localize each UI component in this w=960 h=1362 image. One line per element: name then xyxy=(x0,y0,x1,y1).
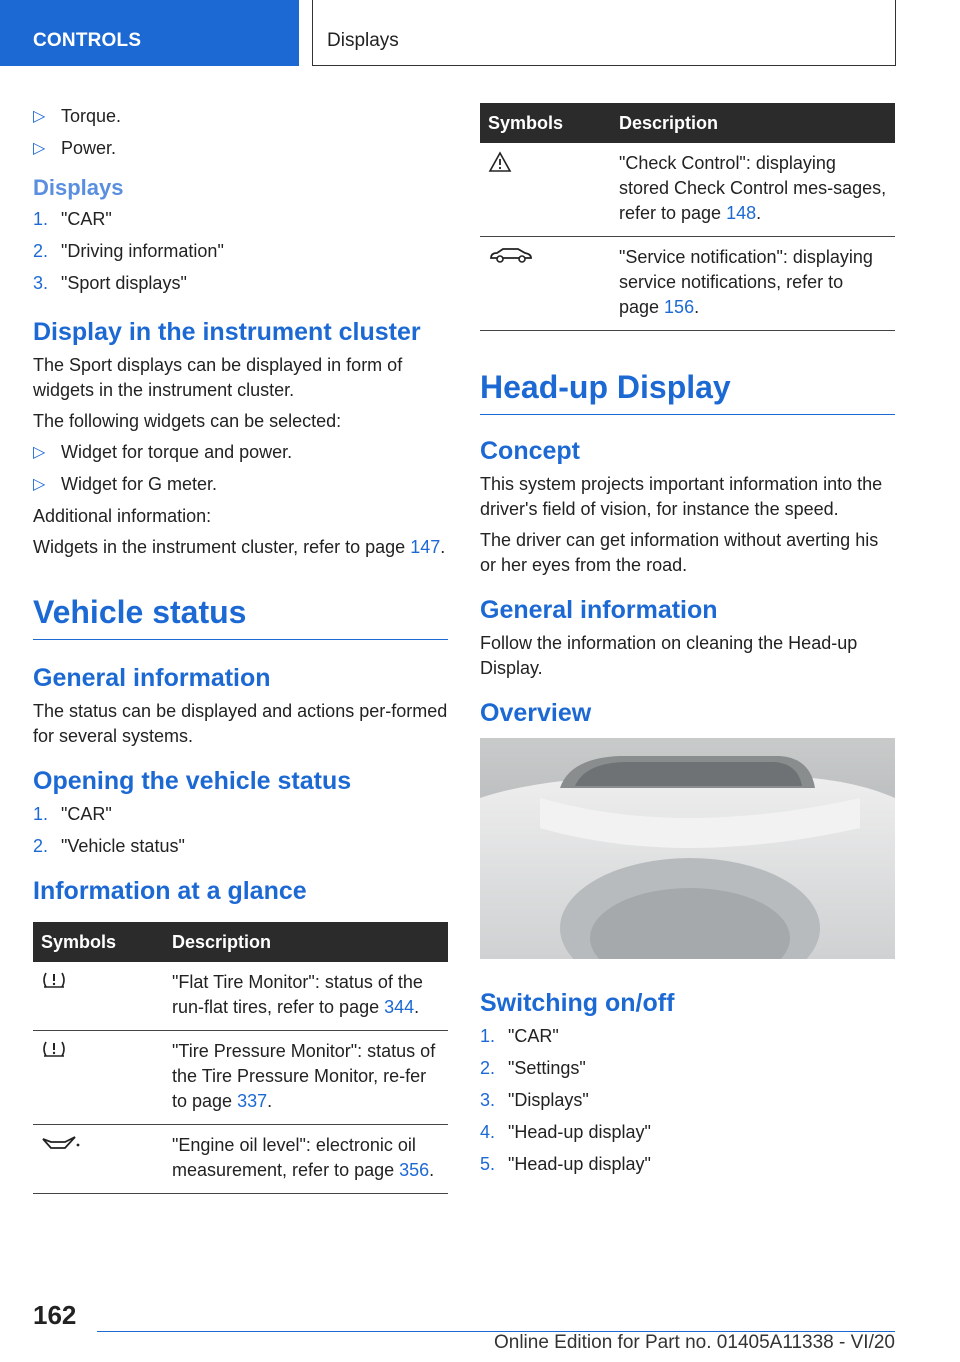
step-item: 2. "Vehicle status" xyxy=(33,836,185,856)
edition-text: Online Edition for Part no. 01405A11338 - VI/20 xyxy=(493,1332,895,1353)
overview-heading: Overview xyxy=(480,699,592,727)
engine-oil-icon xyxy=(41,1137,81,1157)
general-info-heading: General information xyxy=(33,664,271,692)
general-info-heading: General information xyxy=(480,596,718,624)
paragraph: Follow the information on cleaning the Head-up Display. xyxy=(480,633,858,678)
step-item: 4. "Head-up display" xyxy=(480,1122,651,1142)
page-link[interactable]: 344 xyxy=(384,997,415,1017)
displays-heading: Displays xyxy=(33,175,124,200)
step-item: 2. "Settings" xyxy=(480,1058,586,1078)
paragraph: Widgets in the instrument cluster, refer to page 147. xyxy=(33,537,446,557)
page-link[interactable]: 356 xyxy=(399,1160,430,1180)
switching-heading: Switching on/off xyxy=(480,989,675,1017)
step-item: 1. "CAR" xyxy=(33,209,112,229)
hud-photo xyxy=(480,738,895,959)
vehicle-status-heading: Vehicle status xyxy=(33,594,448,640)
page-link[interactable]: 148 xyxy=(726,203,757,223)
step-item: 3. "Sport displays" xyxy=(33,273,187,293)
page-link[interactable]: 156 xyxy=(664,297,695,317)
table-row: "Flat Tire Monitor": status of the run-flat tires, refer to page 344. xyxy=(33,962,448,1031)
table-row: "Engine oil level": electronic oil measurement, refer to page 356. xyxy=(33,1125,448,1194)
page-number: 162 xyxy=(33,1300,77,1330)
warning-triangle-icon xyxy=(488,157,512,177)
step-item: 3. "Displays" xyxy=(480,1090,589,1110)
step-item: 1. "CAR" xyxy=(33,804,112,824)
tire-pressure-warning-icon xyxy=(41,1043,67,1063)
glance-heading: Information at a glance xyxy=(33,877,307,905)
table-header-description: Description xyxy=(611,103,895,143)
paragraph: The Sport displays can be displayed in form of widgets in the instrument cluster. xyxy=(33,355,403,400)
opening-heading: Opening the vehicle status xyxy=(33,767,352,795)
subsection-title: Displays xyxy=(312,0,896,66)
page-header xyxy=(0,0,960,66)
triangle-bullet-icon: ▷ xyxy=(33,476,46,493)
table-row: "Check Control": displaying stored Check Control mes-sages, refer to page 148. xyxy=(480,143,895,237)
left-column xyxy=(33,100,448,1194)
symbols-table xyxy=(33,922,448,1194)
flat-tire-warning-icon xyxy=(41,974,67,994)
step-item: 2. "Driving information" xyxy=(33,241,224,261)
paragraph: The following widgets can be selected: xyxy=(33,411,342,431)
section-tab: CONTROLS xyxy=(0,0,299,66)
table-header-description: Description xyxy=(164,922,448,962)
table-row: "Service notification": displaying service notifications, refer to page 156. xyxy=(480,237,895,331)
car-service-icon xyxy=(488,249,534,269)
paragraph: This system projects important information into the driver's field of vision, for instance the speed. xyxy=(480,474,883,519)
table-header-symbols: Symbols xyxy=(480,103,611,143)
list-item: ▷ Widget for torque and power. xyxy=(33,440,448,465)
triangle-bullet-icon: ▷ xyxy=(33,444,46,461)
paragraph: Additional information: xyxy=(33,506,212,526)
table-header-symbols: Symbols xyxy=(33,922,164,962)
hud-heading: Head-up Display xyxy=(480,369,895,415)
page-link[interactable]: 337 xyxy=(237,1091,268,1111)
cluster-heading: Display in the instrument cluster xyxy=(33,318,421,346)
concept-heading: Concept xyxy=(480,437,580,465)
page-link[interactable]: 147 xyxy=(410,537,441,557)
triangle-bullet-icon: ▷ xyxy=(33,108,46,125)
paragraph: The driver can get information without averting his or her eyes from the road. xyxy=(480,530,879,575)
table-row: "Tire Pressure Monitor": status of the Tire Pressure Monitor, re-fer to page 337. xyxy=(33,1031,448,1125)
right-column xyxy=(480,103,895,1184)
symbols-table xyxy=(480,103,895,331)
list-item: ▷ Power. xyxy=(33,136,448,161)
list-item: ▷ Torque. xyxy=(33,104,448,129)
step-item: 1. "CAR" xyxy=(480,1026,559,1046)
list-item: ▷ Widget for G meter. xyxy=(33,472,448,497)
triangle-bullet-icon: ▷ xyxy=(33,140,46,157)
paragraph: The status can be displayed and actions per-formed for several systems. xyxy=(33,701,448,746)
step-item: 5. "Head-up display" xyxy=(480,1154,651,1174)
